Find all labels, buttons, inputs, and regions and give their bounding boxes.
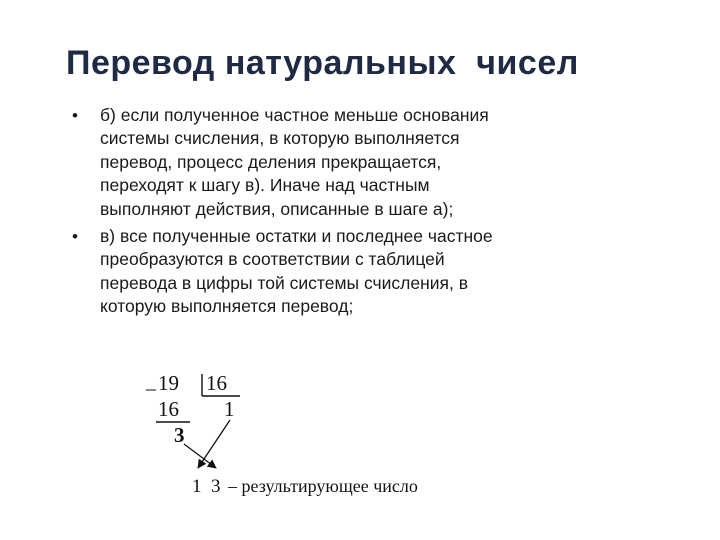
minus-sign: _ [146, 371, 156, 393]
slide-title: Перевод натуральных чисел [66, 44, 579, 82]
result-digits: 1 3 [192, 476, 221, 497]
bullet-line: переходят к шагу в). Иначе над частным [100, 175, 430, 196]
bullet-line: перевод, процесс деления прекращается, [100, 151, 442, 172]
bullet-line: б) если полученное частное меньше основания [100, 105, 489, 125]
bullet-text [100, 225, 632, 319]
bullet-line: выполняют действия, описанные в шаге а); [100, 198, 454, 219]
long-division-diagram [140, 360, 500, 510]
bullet-item-b [72, 104, 632, 221]
remainder: 3 [174, 423, 185, 447]
arrow-quotient-icon [198, 420, 230, 468]
bullet-line: которую выполняется перевод; [100, 296, 354, 317]
quotient: 1 [224, 397, 235, 421]
bullet-line: системы счисления, в которую выполняется [100, 128, 460, 149]
bullet-marker-icon: • [72, 106, 78, 125]
product: 16 [158, 397, 179, 421]
bullet-text [100, 104, 632, 221]
bullet-line: преобразуются в соответствии с таблицей [100, 249, 445, 270]
bullet-marker-icon: • [72, 227, 78, 247]
bullet-item-v [72, 225, 632, 319]
bullet-list [72, 104, 632, 323]
divisor: 16 [206, 371, 227, 395]
bullet-line: перевода в цифры той системы счисления, в [100, 272, 469, 293]
result-label: – результирующее число [228, 476, 418, 496]
dividend: 19 [158, 371, 179, 395]
bullet-line: в) все полученные остатки и последнее частное [100, 226, 493, 247]
